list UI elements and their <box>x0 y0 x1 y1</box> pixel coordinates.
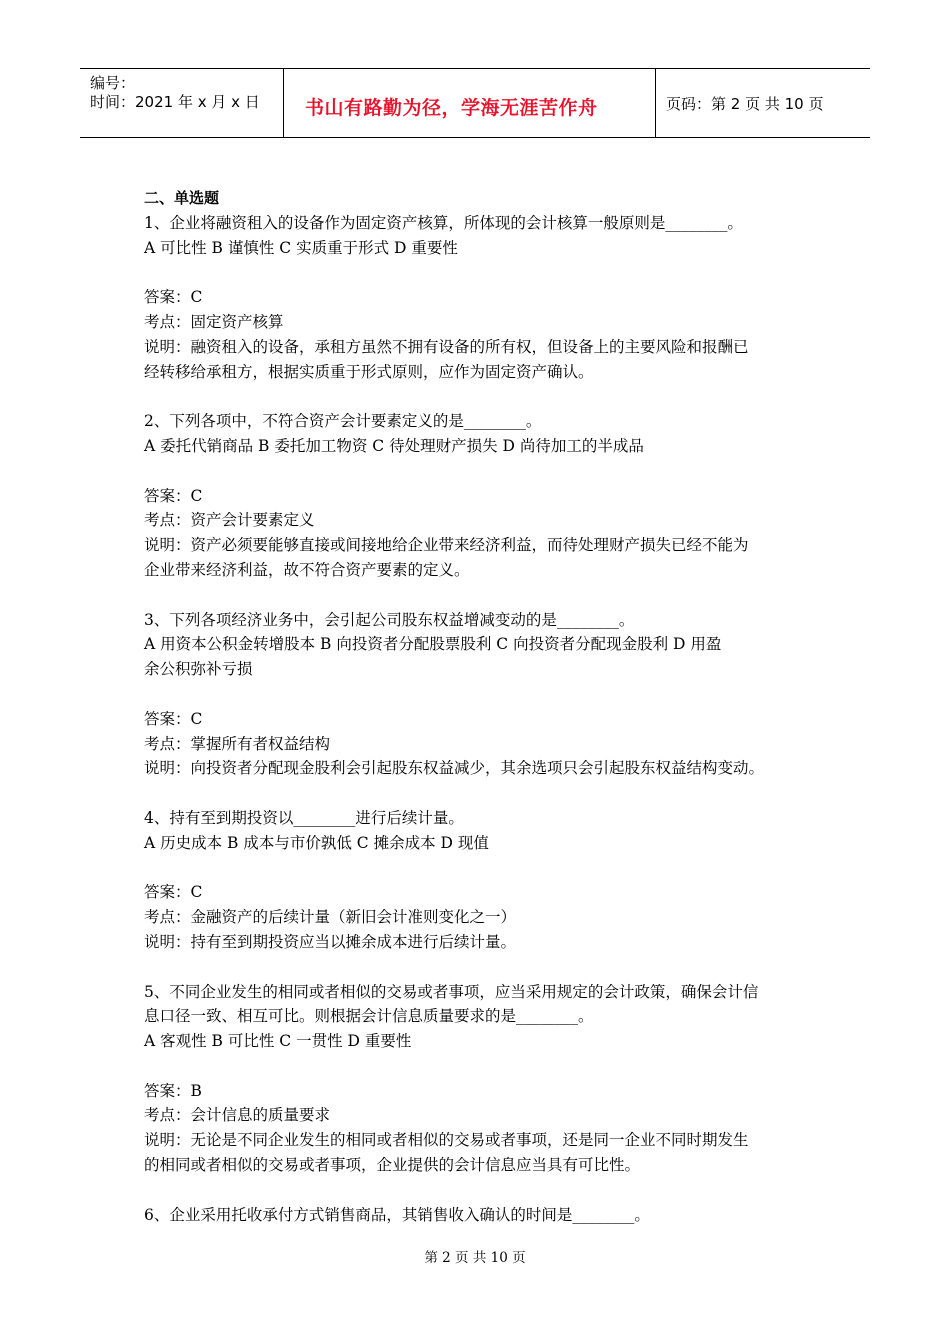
paragraph-gap <box>144 459 814 484</box>
paragraph-gap <box>144 781 814 806</box>
paragraph-gap <box>144 1178 814 1203</box>
question-stem-line: 4、持有至到期投资以________进行后续计量。 <box>144 808 464 827</box>
page-info: 页码：第 2 页 共 10 页 <box>666 95 824 113</box>
explanation-line: 经转移给承租方，根据实质重于形式原则，应作为固定资产确认。 <box>144 362 594 381</box>
paragraph-gap <box>144 682 814 707</box>
answer-line: 答案：B <box>144 1081 202 1100</box>
page-header <box>80 68 870 138</box>
explanation-line: 企业带来经济利益，故不符合资产要素的定义。 <box>144 560 470 579</box>
question-list <box>144 211 814 1203</box>
explanation-line: 的相同或者相似的交易或者事项，企业提供的会计信息应当具有可比性。 <box>144 1156 641 1175</box>
header-page-cell <box>656 69 870 137</box>
key-point-line: 考点：资产会计要素定义 <box>144 511 315 530</box>
question-stem-line: 6、企业采用托收承付方式销售商品，其销售收入确认的时间是________。 <box>144 1205 650 1224</box>
motto-text: 书山有路勤为径，学海无涯苦作舟 <box>305 97 598 119</box>
time-label: 时间：2021 年 x 月 x 日 <box>90 93 260 111</box>
paragraph-gap <box>144 260 814 285</box>
question-stem-line: 2、下列各项中，不符合资产会计要素定义的是________。 <box>144 412 542 431</box>
answer-line: 答案：C <box>144 288 203 307</box>
document-body <box>144 186 814 1227</box>
question-stem-line: 5、不同企业发生的相同或者相似的交易或者事项，应当采用规定的会计政策，确保会计信 <box>144 982 759 1001</box>
explanation-line: 说明：融资租入的设备，承租方虽然不拥有设备的所有权，但设备上的主要风险和报酬已 <box>144 337 749 356</box>
question-options-line: A 可比性 B 谨慎性 C 实质重于形式 D 重要性 <box>144 238 458 257</box>
number-label: 编号： <box>90 74 136 92</box>
question-options-line: A 客观性 B 可比性 C 一贯性 D 重要性 <box>144 1032 412 1051</box>
paragraph-gap <box>144 955 814 980</box>
question-stem-line: 息口径一致、相互可比。则根据会计信息质量要求的是________。 <box>144 1007 594 1026</box>
explanation-line: 说明：向投资者分配现金股利会引起股东权益减少，其余选项只会引起股东权益结构变动。 <box>144 759 765 778</box>
key-point-line: 考点：掌握所有者权益结构 <box>144 734 331 753</box>
question-stem-line: 3、下列各项经济业务中，会引起公司股东权益增减变动的是________。 <box>144 610 635 629</box>
answer-line: 答案：C <box>144 486 203 505</box>
answer-line: 答案：C <box>144 883 203 902</box>
section-title: 二、单选题 <box>144 189 220 207</box>
explanation-line: 说明：无论是不同企业发生的相同或者相似的交易或者事项，还是同一企业不同时期发生 <box>144 1131 749 1150</box>
explanation-line: 说明：持有至到期投资应当以摊余成本进行后续计量。 <box>144 932 517 951</box>
header-meta-cell <box>80 69 284 137</box>
answer-line: 答案：C <box>144 709 203 728</box>
paragraph-gap <box>144 856 814 881</box>
explanation-line: 说明：资产必须要能够直接或间接地给企业带来经济利益，而待处理财产损失已经不能为 <box>144 536 749 555</box>
page-footer: 第 2 页 共 10 页 <box>424 1250 526 1266</box>
key-point-line: 考点：会计信息的质量要求 <box>144 1106 331 1125</box>
question-options-line: A 历史成本 B 成本与市价孰低 C 摊余成本 D 现值 <box>144 833 489 852</box>
question-options-line: 余公积弥补亏损 <box>144 660 253 679</box>
key-point-line: 考点：金融资产的后续计量（新旧会计准则变化之一） <box>144 908 517 927</box>
question-options-line: A 委托代销商品 B 委托加工物资 C 待处理财产损失 D 尚待加工的半成品 <box>144 436 644 455</box>
question-options-line: A 用资本公积金转增股本 B 向投资者分配股票股利 C 向投资者分配现金股利 D 用盈 <box>144 635 722 654</box>
paragraph-gap <box>144 583 814 608</box>
paragraph-gap <box>144 1054 814 1079</box>
question-stem-line: 1、企业将融资租入的设备作为固定资产核算，所体现的会计核算一般原则是________。 <box>144 213 743 232</box>
header-motto-cell <box>283 69 656 137</box>
paragraph-gap <box>144 384 814 409</box>
key-point-line: 考点：固定资产核算 <box>144 312 284 331</box>
